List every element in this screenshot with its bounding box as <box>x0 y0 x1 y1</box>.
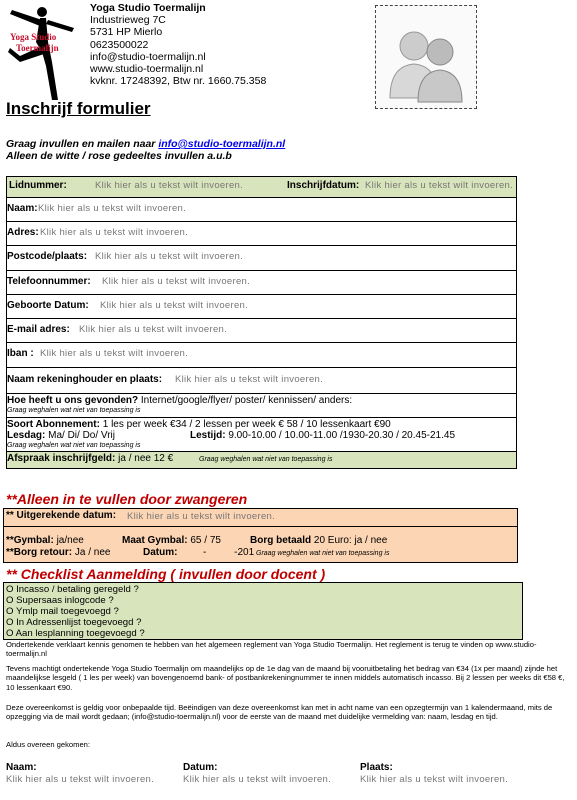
retour-datum-value[interactable]: - -201 <box>203 547 255 558</box>
label-lidnummer: Lidnummer: <box>9 180 67 191</box>
label-sign-datum: Datum: <box>183 762 218 773</box>
label-lestijd: Lestijd: <box>190 430 226 441</box>
logo-text-line2: Toermalijn <box>16 43 59 53</box>
row-afspraak <box>6 452 517 469</box>
abonnement-note: Graag weghalen wat niet van toepassing is <box>7 442 141 449</box>
label-uitgerekende-datum: ** Uitgerekende datum: <box>6 510 117 521</box>
label-afspraak: Afspraak inschrijfgeld: <box>7 453 116 464</box>
checklist-item-ymlp[interactable]: O Ymlp mail toegevoegd ? <box>6 606 119 617</box>
lestijd-options[interactable]: 9.00-10.00 / 10.00-11.00 /1930-20.30 / 20.45-21.45 <box>225 430 456 441</box>
gevonden-options[interactable]: Internet/google/flyer/ poster/ kennissen/ anders: <box>138 395 353 406</box>
people-icon <box>376 6 475 107</box>
afspraak-note: Graag weghalen wat niet van toepassing is <box>199 456 333 463</box>
footer-paragraph-reglement: Ondertekende verklaart kennis genomen te hebben van het algemeen reglement van Yoga Studio Toermalijn. Het reglement is terug te vinden op www.studio-toermalijn.nl <box>6 640 537 659</box>
retour-line <box>6 547 110 558</box>
row-email <box>6 319 517 343</box>
zwanger-heading: **Alleen in te vullen door zwangeren <box>6 491 248 507</box>
label-iban: Iban : <box>7 348 34 359</box>
row-gevonden <box>6 394 517 418</box>
label-adres: Adres: <box>7 227 39 238</box>
borg-value[interactable]: 20 Euro: ja / nee <box>311 535 388 546</box>
footer-paragraph-aldus: Aldus overeen gekomen: <box>6 740 91 749</box>
input-telefoon[interactable]: Klik hier als u tekst wilt invoeren. <box>102 276 251 287</box>
input-geboorte[interactable]: Klik hier als u tekst wilt invoeren. <box>100 300 249 311</box>
footer-paragraph-machtiging: Tevens machtigt ondertekende Yoga Studio Toermalijn om maandelijks op de 1e dag van de maand bij vooruitbetaling het bedrag van €34 (1x per maand) zijnde het maandelijkse lesgeld ( 1 les per week) van bovengenoemd bank- of postbankrekeningnummer te innen middels automatisch incasso. Bij 2 lessen per weeks dit €58 €, 10 lessenkaart €90. <box>6 664 565 692</box>
row-adres <box>6 222 517 246</box>
label-borg: Borg betaald <box>250 535 312 546</box>
checklist-item-incasso[interactable]: O Incasso / betaling geregeld ? <box>6 584 139 595</box>
row-iban <box>6 343 517 368</box>
row-geboorte <box>6 295 517 319</box>
company-kvk: kvknr. 17248392, Btw nr. 1660.75.358 <box>90 75 267 88</box>
company-name: Yoga Studio Toermalijn <box>90 2 206 14</box>
label-retour: **Borg retour: <box>6 547 73 558</box>
afspraak-line <box>7 453 173 464</box>
input-lidnummer[interactable]: Klik hier als u tekst wilt invoeren. <box>95 180 244 191</box>
abonnement-options[interactable]: 1 les per week €34 / 2 lessen per week € 58 / 10 lessenkaart €90 <box>99 419 391 430</box>
company-phone: 0623500022 <box>90 38 149 51</box>
label-maat: Maat Gymbal: <box>122 535 188 546</box>
lestijd-line <box>190 430 455 441</box>
label-sign-plaats: Plaats: <box>360 762 393 773</box>
row-lidnummer <box>6 176 517 198</box>
input-naam[interactable]: Klik hier als u tekst wilt invoeren. <box>38 203 187 214</box>
gymbal-value[interactable]: ja/nee <box>53 535 84 546</box>
label-sign-naam: Naam: <box>6 762 37 773</box>
footer-paragraph-overeenkomst: Deze overeenkomst is geldig voor onbepaalde tijd. Beëindigen van deze overeenkomst kan met in acht name van een opzegtermijn van 1 kalendermaand, mits de opzegging via de mail wordt gedaan; (info@studio-toermalijn.nl) voor de eerste van de maand met duidelijke vermelding van: naam, lesdag en tijd. <box>6 703 553 722</box>
intro-text <box>6 138 285 162</box>
label-email: E-mail adres: <box>7 324 70 335</box>
input-iban[interactable]: Klik hier als u tekst wilt invoeren. <box>40 348 189 359</box>
retour-value[interactable]: Ja / nee <box>72 547 111 558</box>
label-geboorte: Geboorte Datum: <box>7 300 89 311</box>
afspraak-value[interactable]: ja / nee 12 € <box>115 453 174 464</box>
gevonden-note: Graag weghalen wat niet van toepassing is <box>7 407 141 414</box>
input-sign-datum[interactable]: Klik hier als u tekst wilt invoeren. <box>183 774 332 785</box>
input-postcode[interactable]: Klik hier als u tekst wilt invoeren. <box>95 251 244 262</box>
maat-value[interactable]: 65 / 75 <box>187 535 221 546</box>
label-naam: Naam: <box>7 203 38 214</box>
checklist-item-supersaas[interactable]: O Supersaas inlogcode ? <box>6 595 114 606</box>
lesdag-options[interactable]: Ma/ Di/ Do/ Vrij <box>45 430 115 441</box>
label-gymbal: **Gymbal: <box>6 535 54 546</box>
zwanger-note: Graag weghalen wat niet van toepassing is <box>256 550 390 557</box>
page-title: Inschrijf formulier <box>6 99 151 118</box>
label-gevonden: Hoe heeft u ons gevonden? <box>7 395 139 406</box>
label-postcode: Postcode/plaats: <box>7 251 88 262</box>
yoga-logo <box>2 2 82 102</box>
input-sign-plaats[interactable]: Klik hier als u tekst wilt invoeren. <box>360 774 509 785</box>
company-info <box>90 2 266 87</box>
label-inschrijfdatum: Inschrijfdatum: <box>287 180 360 191</box>
photo-placeholder[interactable] <box>375 5 477 109</box>
company-web: www.studio-toermalijn.nl <box>90 63 204 76</box>
registration-form <box>6 176 517 469</box>
row-postcode <box>6 246 517 271</box>
intro-email-link[interactable]: info@studio-toermalijn.nl <box>158 138 286 150</box>
input-uitgerekende-datum[interactable]: Klik hier als u tekst wilt invoeren. <box>127 511 276 522</box>
checklist-item-lesplanning[interactable]: O Aan lesplanning toegevoegd ? <box>6 628 145 639</box>
label-telefoon: Telefoonnummer: <box>7 276 91 287</box>
zwanger-divider <box>4 526 517 527</box>
gymbal-line <box>6 535 84 546</box>
gevonden-line <box>7 395 352 406</box>
label-lesdag: Lesdag: <box>7 430 46 441</box>
borg-line <box>250 535 387 546</box>
input-email[interactable]: Klik hier als u tekst wilt invoeren. <box>79 324 228 335</box>
maat-line <box>122 535 221 546</box>
lesdag-line <box>7 430 115 441</box>
checklist-heading: ** Checklist Aanmelding ( invullen door docent ) <box>6 566 326 582</box>
zwanger-box <box>3 508 518 563</box>
company-city: 5731 HP Mierlo <box>90 26 163 39</box>
row-abonnement <box>6 418 517 452</box>
input-sign-naam[interactable]: Klik hier als u tekst wilt invoeren. <box>6 774 155 785</box>
row-rekening <box>6 368 517 394</box>
input-adres[interactable]: Klik hier als u tekst wilt invoeren. <box>40 227 189 238</box>
label-retour-datum: Datum: <box>143 547 178 558</box>
checklist-item-adressenlijst[interactable]: O In Adressenlijst toegevoegd ? <box>6 617 142 628</box>
input-inschrijfdatum[interactable]: Klik hier als u tekst wilt invoeren. <box>365 180 514 191</box>
logo-text-line1: Yoga Studio <box>10 32 57 42</box>
label-rekening: Naam rekeninghouder en plaats: <box>7 374 163 385</box>
label-abonnement: Soort Abonnement: <box>7 419 100 430</box>
row-telefoon <box>6 271 517 295</box>
input-rekening[interactable]: Klik hier als u tekst wilt invoeren. <box>175 374 324 385</box>
company-street: Industrieweg 7C <box>90 14 166 27</box>
row-naam <box>6 198 517 222</box>
intro-line2: Alleen de witte / rose gedeeltes invullen a.u.b <box>6 150 232 162</box>
abonnement-line <box>7 419 391 430</box>
company-email: info@studio-toermalijn.nl <box>90 50 206 63</box>
intro-prefix: Graag invullen en mailen naar <box>6 138 159 150</box>
checklist-box <box>3 582 523 640</box>
